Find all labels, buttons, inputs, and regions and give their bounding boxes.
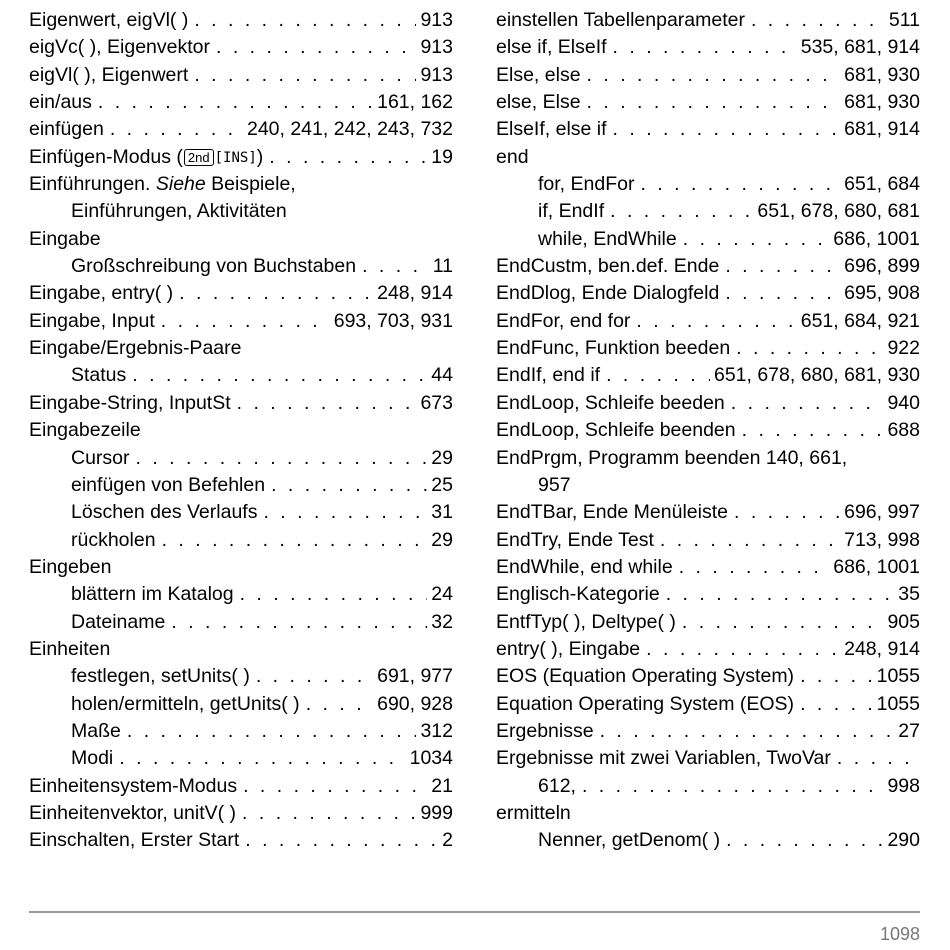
- index-entry: [496, 745, 920, 772]
- page-reference: 24: [427, 581, 453, 608]
- index-term: EntfTyp( ), Deltype( ): [496, 609, 682, 636]
- dot-leader: [736, 335, 883, 362]
- index-entry: [496, 663, 920, 690]
- index-term: EndPrgm, Programm beenden 140, 661,: [496, 445, 853, 472]
- dot-leader: [606, 362, 710, 389]
- index-term: Nenner, getDenom( ): [538, 827, 726, 854]
- index-entry: [496, 34, 920, 61]
- index-term: Eingabezeile: [29, 417, 147, 444]
- dot-leader: [837, 745, 916, 772]
- dot-leader: [683, 226, 830, 253]
- page-reference: 713, 998: [840, 527, 920, 554]
- index-entry: [29, 718, 453, 745]
- page-number: 1098: [879, 924, 920, 944]
- dot-leader: [242, 800, 416, 827]
- index-entry: [496, 581, 920, 608]
- page-reference: 913: [416, 62, 453, 89]
- page-reference: 240, 241, 242, 243, 732: [243, 116, 453, 143]
- index-entry: [29, 417, 453, 444]
- page-reference: 27: [894, 718, 920, 745]
- dot-leader: [660, 527, 840, 554]
- dot-leader: [666, 581, 895, 608]
- page-reference: 19: [427, 144, 453, 171]
- index-entry: [29, 171, 453, 198]
- page-reference: [916, 745, 920, 772]
- index-entry: [496, 417, 920, 444]
- index-entry: [496, 116, 920, 143]
- index-term: EndIf, end if: [496, 362, 606, 389]
- index-entry: [496, 636, 920, 663]
- dot-leader: [682, 609, 884, 636]
- dot-leader: [132, 362, 427, 389]
- index-entry: [29, 472, 453, 499]
- page-reference: 651, 678, 680, 681, 930: [710, 362, 920, 389]
- index-term: Modi: [71, 745, 119, 772]
- index-entry: [29, 554, 453, 581]
- dot-leader: [751, 7, 885, 34]
- page-reference: 511: [885, 7, 920, 34]
- index-term: EndFor, end for: [496, 308, 636, 335]
- page-reference: 686, 1001: [829, 226, 920, 253]
- index-entry: [496, 7, 920, 34]
- page-reference: 25: [427, 472, 453, 499]
- page-reference: 32: [427, 609, 453, 636]
- page-reference: 29: [427, 445, 453, 472]
- index-entry: [29, 7, 453, 34]
- index-entry: [496, 335, 920, 362]
- page-reference: 681, 914: [840, 116, 920, 143]
- key-ins-icon: [INS]: [214, 149, 257, 166]
- page-reference: 161, 162: [373, 89, 453, 116]
- page-reference: 29: [427, 527, 453, 554]
- index-term: Einheitensystem-Modus: [29, 773, 243, 800]
- index-entry: [29, 773, 453, 800]
- index-term: Dateiname: [71, 609, 171, 636]
- index-entry: [496, 827, 920, 854]
- index-term: else if, ElseIf: [496, 34, 613, 61]
- dot-leader: [243, 773, 427, 800]
- page-reference: 681, 930: [840, 89, 920, 116]
- page-reference: 913: [416, 34, 453, 61]
- page-reference: 696, 997: [840, 499, 920, 526]
- page-reference: 31: [427, 499, 453, 526]
- dot-leader: [216, 34, 416, 61]
- dot-leader: [263, 499, 427, 526]
- dot-leader: [725, 253, 840, 280]
- index-term: Eingabe, entry( ): [29, 280, 179, 307]
- dot-leader: [269, 144, 427, 171]
- index-entry: [29, 445, 453, 472]
- index-term: einfügen: [29, 116, 110, 143]
- index-entry: [496, 226, 920, 253]
- index-column-right: [496, 7, 920, 855]
- index-term: EOS (Equation Operating System): [496, 663, 800, 690]
- index-entry: [496, 390, 920, 417]
- index-term: while, EndWhile: [538, 226, 683, 253]
- index-term: rückholen: [71, 527, 162, 554]
- index-term: eigVl( ), Eigenwert: [29, 62, 194, 89]
- index-entry: [496, 527, 920, 554]
- page-reference: 651, 684: [840, 171, 920, 198]
- index-entry: [496, 171, 920, 198]
- page-reference: 681, 930: [840, 62, 920, 89]
- page-reference: 696, 899: [840, 253, 920, 280]
- index-term: festlegen, setUnits( ): [71, 663, 256, 690]
- index-column-left: [29, 7, 453, 855]
- index-term: ein/aus: [29, 89, 98, 116]
- dot-leader: [725, 280, 840, 307]
- index-entry: [29, 144, 453, 171]
- dot-leader: [127, 718, 417, 745]
- index-term: Großschreibung von Buchstaben: [71, 253, 362, 280]
- dot-leader: [256, 663, 373, 690]
- dot-leader: [587, 62, 841, 89]
- index-term: einstellen Tabellenparameter: [496, 7, 751, 34]
- dot-leader: [600, 718, 895, 745]
- index-entry: [496, 144, 920, 171]
- index-term: Ergebnisse: [496, 718, 600, 745]
- index-entry: [496, 691, 920, 718]
- index-term: Eigenwert, eigVl( ): [29, 7, 194, 34]
- index-entry: [496, 308, 920, 335]
- index-entry: [496, 62, 920, 89]
- index-term: EndWhile, end while: [496, 554, 679, 581]
- page-reference: 913: [416, 7, 453, 34]
- page-reference: 940: [883, 390, 920, 417]
- index-entry: [496, 472, 920, 499]
- dot-leader: [194, 7, 416, 34]
- index-term: end: [496, 144, 535, 171]
- dot-leader: [800, 663, 873, 690]
- index-term: entry( ), Eingabe: [496, 636, 646, 663]
- key-2nd-icon: 2nd: [184, 149, 214, 166]
- page-reference: 651, 684, 921: [797, 308, 920, 335]
- index-entry: [496, 609, 920, 636]
- index-entry: [496, 280, 920, 307]
- index-term: Einschalten, Erster Start: [29, 827, 245, 854]
- page-reference: 686, 1001: [829, 554, 920, 581]
- index-term: Equation Operating System (EOS): [496, 691, 800, 718]
- page-reference: 290: [883, 827, 920, 854]
- index-term: Einführungen, Aktivitäten: [71, 198, 293, 225]
- index-term: Eingabe: [29, 226, 107, 253]
- index-entry: [29, 226, 453, 253]
- page-reference: 11: [429, 253, 453, 280]
- dot-leader: [162, 527, 428, 554]
- index-entry: [29, 308, 453, 335]
- dot-leader: [171, 609, 427, 636]
- index-term: 957: [538, 472, 577, 499]
- footer-rule: [29, 911, 920, 913]
- page-reference: 695, 908: [840, 280, 920, 307]
- index-entry: [496, 198, 920, 225]
- dot-leader: [610, 198, 753, 225]
- dot-leader: [731, 390, 884, 417]
- dot-leader: [194, 62, 416, 89]
- dot-leader: [98, 89, 373, 116]
- index-term: Englisch-Kategorie: [496, 581, 666, 608]
- page-reference: 651, 678, 680, 681: [753, 198, 920, 225]
- index-entry: [496, 554, 920, 581]
- page-reference: 1055: [873, 663, 920, 690]
- index-term: EndTry, Ende Test: [496, 527, 660, 554]
- index-term: EndFunc, Funktion beeden: [496, 335, 736, 362]
- page-reference: 2: [438, 827, 453, 854]
- index-entry: [29, 89, 453, 116]
- dot-leader: [640, 171, 840, 198]
- page-reference: 673: [416, 390, 453, 417]
- index-term: Einheiten: [29, 636, 116, 663]
- index-term: Maße: [71, 718, 127, 745]
- index-entry: [29, 280, 453, 307]
- dot-leader: [742, 417, 884, 444]
- index-term: Einführungen. Siehe Beispiele,: [29, 171, 302, 198]
- index-term: EndTBar, Ende Menüleiste: [496, 499, 734, 526]
- index-term: Eingabe/Ergebnis-Paare: [29, 335, 247, 362]
- page-reference: 693, 703, 931: [330, 308, 453, 335]
- index-entry: [29, 663, 453, 690]
- index-term: Einfügen-Modus ( 2nd [INS]): [29, 144, 269, 171]
- index-entry: [29, 62, 453, 89]
- dot-leader: [306, 691, 373, 718]
- index-entry: [29, 198, 453, 225]
- index-entry: [496, 362, 920, 389]
- index-entry: [29, 253, 453, 280]
- page-reference: 248, 914: [840, 636, 920, 663]
- dot-leader: [587, 89, 841, 116]
- index-term: Eingabe, Input: [29, 308, 161, 335]
- index-entry: [29, 527, 453, 554]
- index-term: Cursor: [71, 445, 136, 472]
- dot-leader: [734, 499, 840, 526]
- index-term: Einheitenvektor, unitV( ): [29, 800, 242, 827]
- index-term: Eingabe-String, InputSt: [29, 390, 237, 417]
- page-reference: 922: [883, 335, 920, 362]
- index-entry: [496, 800, 920, 827]
- dot-leader: [613, 116, 841, 143]
- index-term: Else, else: [496, 62, 587, 89]
- page-reference: 248, 914: [373, 280, 453, 307]
- index-term: EndLoop, Schleife beenden: [496, 417, 742, 444]
- dot-leader: [636, 308, 796, 335]
- index-entry: [496, 773, 920, 800]
- dot-leader: [271, 472, 427, 499]
- index-term: else, Else: [496, 89, 587, 116]
- dot-leader: [161, 308, 330, 335]
- index-term: Ergebnisse mit zwei Variablen, TwoVar: [496, 745, 837, 772]
- index-entry: [29, 745, 453, 772]
- index-term: Löschen des Verlaufs: [71, 499, 263, 526]
- index-entry: [29, 609, 453, 636]
- page-reference: 35: [894, 581, 920, 608]
- index-entry: [29, 390, 453, 417]
- page-reference: 688: [883, 417, 920, 444]
- index-entry: [496, 499, 920, 526]
- page-reference: 1034: [406, 745, 453, 772]
- dot-leader: [362, 253, 429, 280]
- dot-leader: [240, 581, 428, 608]
- index-entry: [496, 89, 920, 116]
- index-entry: [29, 116, 453, 143]
- dot-leader: [726, 827, 883, 854]
- index-entry: [29, 34, 453, 61]
- index-entry: [29, 335, 453, 362]
- page-reference: 905: [883, 609, 920, 636]
- page-reference: 998: [883, 773, 920, 800]
- index-entry: [496, 445, 920, 472]
- page-reference: 21: [427, 773, 453, 800]
- dot-leader: [237, 390, 417, 417]
- index-term: ElseIf, else if: [496, 116, 613, 143]
- dot-leader: [119, 745, 405, 772]
- index-term: Status: [71, 362, 132, 389]
- dot-leader: [245, 827, 438, 854]
- page-reference: 690, 928: [373, 691, 453, 718]
- dot-leader: [136, 445, 428, 472]
- page-reference: 999: [416, 800, 453, 827]
- page-reference: 44: [427, 362, 453, 389]
- page-reference: 1055: [873, 691, 920, 718]
- index-entry: [496, 253, 920, 280]
- dot-leader: [679, 554, 830, 581]
- index-term: 612,: [538, 773, 582, 800]
- index-term: for, EndFor: [538, 171, 640, 198]
- index-term: ermitteln: [496, 800, 577, 827]
- index-entry: [29, 827, 453, 854]
- dot-leader: [179, 280, 373, 307]
- dot-leader: [582, 773, 884, 800]
- index-entry: [29, 800, 453, 827]
- page-reference: 535, 681, 914: [797, 34, 920, 61]
- index-entry: [29, 581, 453, 608]
- index-term: EndLoop, Schleife beeden: [496, 390, 731, 417]
- index-term: einfügen von Befehlen: [71, 472, 271, 499]
- dot-leader: [613, 34, 797, 61]
- index-entry: [29, 636, 453, 663]
- index-term: holen/ermitteln, getUnits( ): [71, 691, 306, 718]
- index-term: if, EndIf: [538, 198, 610, 225]
- page-reference: 691, 977: [373, 663, 453, 690]
- index-term: EndDlog, Ende Dialogfeld: [496, 280, 725, 307]
- dot-leader: [800, 691, 873, 718]
- index-term: EndCustm, ben.def. Ende: [496, 253, 725, 280]
- index-entry: [496, 718, 920, 745]
- index-entry: [29, 691, 453, 718]
- index-term: eigVc( ), Eigenvektor: [29, 34, 216, 61]
- index-term: Eingeben: [29, 554, 117, 581]
- index-entry: [29, 499, 453, 526]
- dot-leader: [646, 636, 840, 663]
- page-reference: 312: [416, 718, 453, 745]
- dot-leader: [110, 116, 243, 143]
- index-entry: [29, 362, 453, 389]
- index-term: blättern im Katalog: [71, 581, 240, 608]
